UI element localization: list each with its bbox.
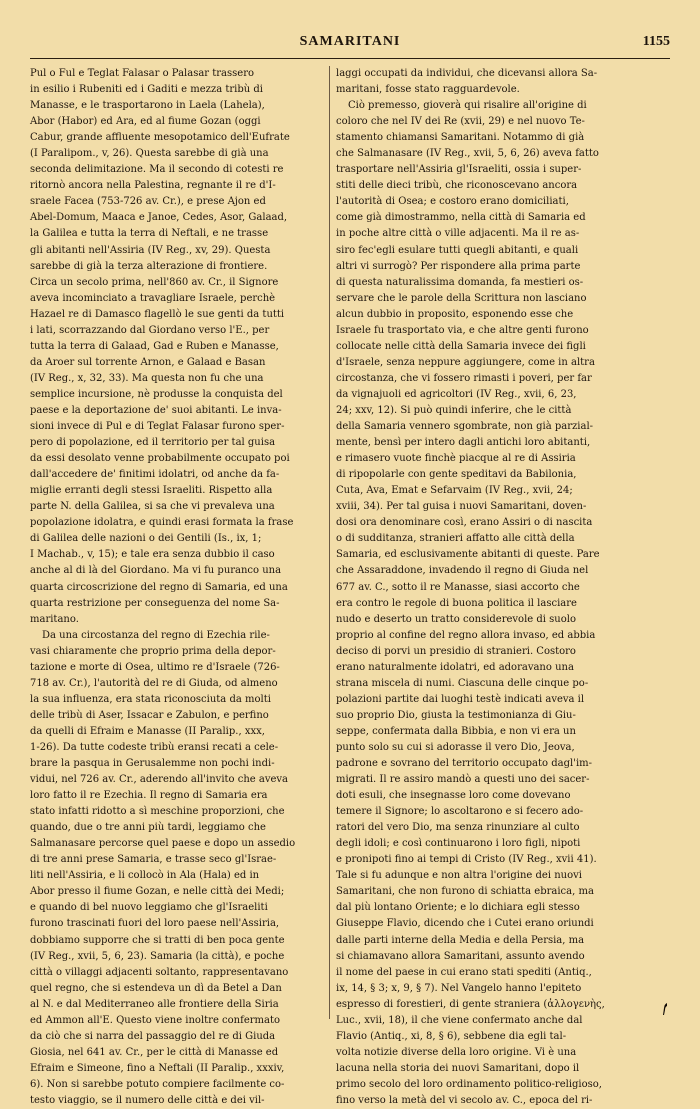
text-line: liti nell'Assiria, e li collocò in Ala (Hala) ed in <box>30 870 260 882</box>
text-line: la sua influenza, era stata riconosciuta da molti <box>30 693 271 705</box>
text-line: quel regno, che si estendeva un dì da Betel a Dan <box>30 982 282 994</box>
text-line: delle tribù di Aser, Issacar e Zabulon, e perfino <box>30 709 269 721</box>
text-line: Pul o Ful e Teglat Falasar o Palasar trassero <box>30 68 254 79</box>
text-line: (IV Reg., x, 32, 33). Ma questa non fu che una <box>30 372 264 384</box>
text-line: deciso di porvi un presidio di stranieri. Costoro <box>336 645 576 657</box>
text-line: quarta circoscrizione del regno di Samaria, ed una <box>30 581 288 593</box>
text-line: dal più lontano Oriente; e lo dichiara egli stesso <box>336 902 580 914</box>
text-line: Israele fu trasportato via, e che altre genti furono <box>336 324 589 336</box>
text-line: città o villaggi adjacenti soltanto, rappresentavano <box>30 966 289 978</box>
text-line: di Galilea delle nazioni o dei Gentili (Is., ix, 1; <box>30 533 262 545</box>
text-line: seconda delimitazione. Ma il secondo di cotesti re <box>30 164 284 176</box>
header-rule <box>30 58 670 59</box>
text-line: parte N. della Galilea, si sa che vi prevaleva una <box>30 501 275 513</box>
text-line: mente, bensì per intero dagli antichi loro abitanti, <box>336 437 591 449</box>
text-line: i lati, scorrazzando dal Giordano verso l'E., per <box>30 324 270 336</box>
text-line: Hazael re di Damasco flagellò le sue genti da tutti <box>30 308 285 320</box>
text-line: o di sudditanza, stranieri affatto alle città della <box>336 533 575 545</box>
text-line: il nome del paese in cui erano stati spediti (Antiq., <box>336 966 592 978</box>
text-line: sraele Facea (753-726 av. Cr.), e prese Ajon ed <box>30 196 266 208</box>
text-line: da vignajuoli ed agricoltori (IV Reg., xvii, 6, 23, <box>336 388 577 400</box>
text-line: aveva incominciato a travagliare Israele, perchè <box>30 292 276 304</box>
text-line: anche al di là del Giordano. Ma vi fu puranco una <box>30 565 282 577</box>
text-line: di ripopolarle con gente speditavi da Babilonia, <box>336 469 577 481</box>
text-line: alcun dubbio in proposito, esponendo esse che <box>336 308 574 320</box>
text-line: e rimasero vuote finchè piacque al re di Assiria <box>336 453 576 465</box>
text-line: Cabur, grande affluente mesopotamico dell'Eufrate <box>30 132 290 144</box>
text-line: ritornò ancora nella Palestina, regnante il re d'I- <box>30 180 276 192</box>
text-line: Tale si fu adunque e non altra l'origine dei nuovi <box>336 870 582 882</box>
text-line: dalle parti interne della Media e della Persia, ma <box>336 934 585 946</box>
text-line: paese e la deportazione de' suoi abitanti. Le inva- <box>30 404 282 416</box>
text-line: Salmanasare percorse quel paese e dopo un assedio <box>30 838 296 850</box>
text-line: xviii, 34). Per tal guisa i nuovi Samaritani, doven- <box>336 501 587 513</box>
text-line: nudo e deserto un tratto considerevole di suolo <box>336 613 576 625</box>
text-line: tutta la terra di Galaad, Gad e Ruben e Manasse, <box>30 340 279 352</box>
text-line: tazione e morte di Osea, ultimo re d'Israele (726- <box>30 661 280 673</box>
text-line: degli idoli; e così continuarono i loro figli, nipoti <box>336 838 581 850</box>
text-line: vidui, nel 726 av. Cr., aderendo all'invito che aveva <box>30 774 289 786</box>
text-line: da quelli di Efraim e Manasse (II Paralip., xxx, <box>30 725 265 737</box>
text-line: trasportare nell'Assiria gl'Israeliti, ossia i super- <box>336 164 582 176</box>
text-line: dosi ora denominare così, erano Assiri o di nascita <box>336 517 593 529</box>
text-line: dobbiamo supporre che si tratti di ben poca gente <box>30 934 285 946</box>
text-line: Circa un secolo prima, nell'860 av. Cr., il Signore <box>30 276 279 288</box>
text-line: polazioni partite dai luoghi testè indicati aveva il <box>336 693 585 705</box>
text-line: lacuna nella storia dei nuovi Samaritani, dopo il <box>336 1062 580 1074</box>
text-line: da ciò che si narra del passaggio del re di Giuda <box>30 1030 276 1042</box>
text-line: furono trascinati fuori del loro paese nell'Assiria, <box>30 918 280 930</box>
text-line: Flavio (Antiq., xi, 8, § 6), sebbene dia egli tal- <box>336 1030 567 1042</box>
text-line: altri vi surrogò? Per rispondere alla prima parte <box>336 260 581 272</box>
text-line: espresso di forestieri, di gente straniera (ἀλλογενὴς, <box>336 998 605 1010</box>
text-line: di questa naturalissima domanda, fa mestieri os- <box>336 276 584 288</box>
text-line: semplice incursione, nè produsse la conquista del <box>30 388 283 400</box>
text-line: Giosia, nel 641 av. Cr., per le città di Manasse ed <box>30 1046 279 1058</box>
text-line: miglie erranti degli stessi Israeliti. Rispetto alla <box>30 485 273 497</box>
text-line: suo proprio Dio, giusta la testimonianza di Giu- <box>336 709 576 721</box>
text-line: 24; xxv, 12). Si può quindi inferire, che le città <box>336 404 572 416</box>
text-line: Abor (Habor) ed Ara, ed al fiume Gozan (oggi <box>30 116 261 128</box>
text-line: Efraim e Simeone, fino a Neftali (II Paralip., xxxiv, <box>30 1062 285 1074</box>
column-divider <box>329 66 330 1019</box>
text-line: Giuseppe Flavio, dicendo che i Cutei erano oriundi <box>336 918 594 930</box>
text-line: volta notizie diverse della loro origine. Vi è una <box>336 1046 577 1058</box>
text-line: fino verso la metà del vi secolo av. C., epoca del ri- <box>336 1095 593 1106</box>
text-line: da essi desolato venne probabilmente occupato poi <box>30 453 290 465</box>
text-line: Manasse, e le trasportarono in Laela (Lahela), <box>30 100 265 112</box>
page-number: 1155 <box>642 34 670 49</box>
text-line: gli abitanti nell'Assiria (IV Reg., xv, 29). Questa <box>30 244 271 256</box>
text-line: brare la pasqua in Gerusalemme non pochi indi- <box>30 758 275 770</box>
text-line: proprio al confine del regno allora invaso, ed abbia <box>336 629 596 641</box>
text-line: Abel-Domum, Maaca e Janoe, Cedes, Asor, Galaad, <box>30 212 288 224</box>
ink-mark <box>660 1002 668 1016</box>
text-line: (I Paralipom., v, 26). Questa sarebbe di già una <box>30 148 269 160</box>
text-line: circostanza, che vi fossero rimasti i poveri, per far <box>336 372 592 384</box>
text-line: doti esuli, che insegnasse loro come dovevano <box>336 790 571 802</box>
running-title: SAMARITANI <box>299 34 401 49</box>
text-line: sioni invece di Pul e di Teglat Falasar furono sper- <box>30 421 285 433</box>
text-line: Abor presso il fiume Gozan, e nelle città dei Medi; <box>30 886 285 898</box>
text-line: che Salmanasare (IV Reg., xvii, 5, 6, 26) aveva fatto <box>336 148 599 160</box>
text-line: erano naturalmente idolatri, ed adoravano una <box>336 661 574 673</box>
text-line: da Aroer sul torrente Arnon, e Galaad e Basan <box>30 356 266 368</box>
text-line: pero di popolazione, ed il territorio per tal guisa <box>30 437 276 449</box>
text-line: Luc., xvii, 18), il che viene confermato anche dal <box>336 1014 583 1026</box>
text-line: dall'accedere de' finitimi idolatri, od anche da fa- <box>30 469 280 481</box>
text-line: in esilio i Rubeniti ed i Gaditi e mezza tribù di <box>30 84 263 96</box>
text-line: (IV Reg., xvii, 5, 6, 23). Samaria (la città), e poche <box>30 950 285 962</box>
text-line: siro fec'egli esulare tutti quegli abitanti, e quali <box>336 244 579 256</box>
text-line: maritani, fosse stato ragguardevole. <box>336 84 520 96</box>
text-line: laggi occupati da individui, che dicevansi allora Sa- <box>336 68 598 79</box>
text-line: punto solo su cui si adorasse il vero Dio, Jeova, <box>336 741 575 753</box>
text-line: servare che le parole della Scrittura non lasciano <box>336 292 587 304</box>
text-line: I Machab., v, 15); e tale era senza dubbio il caso <box>30 549 275 561</box>
text-line: 1-26). Da tutte codeste tribù eransi recati a cele- <box>30 741 279 753</box>
text-line: era contro le regole di buona politica il lasciare <box>336 597 577 609</box>
text-line: Ciò premesso, gioverà qui risalire all'origine di <box>348 100 587 112</box>
text-line: maritano. <box>30 613 79 625</box>
text-line: Samaritani, che non furono di schiatta ebraica, ma <box>336 886 594 898</box>
text-line: sarebbe di già la terza alterazione di frontiere. <box>30 260 268 272</box>
text-line: ix, 14, § 3; x, 9, § 7). Nel Vangelo hanno l'epiteto <box>336 982 582 994</box>
text-line: l'autorità di Osea; e costoro erano domiciliati, <box>336 196 569 208</box>
text-line: e pronipoti fino ai tempi di Cristo (IV Reg., xvii 41). <box>336 854 597 866</box>
text-line: loro fatto il re Ezechia. Il regno di Samaria era <box>30 790 268 802</box>
text-line: di tre anni prese Samaria, e trasse seco gl'Israe- <box>30 854 277 866</box>
text-line: come già dimostrammo, nella città di Samaria ed <box>336 212 586 224</box>
text-line: Cuta, Ava, Emat e Sefarvaim (IV Reg., xvii, 24; <box>336 485 573 497</box>
text-line: che Assaraddone, invadendo il regno di Giuda nel <box>336 565 589 577</box>
text-line: della Samaria vennero sgombrate, non già parzial- <box>336 421 594 433</box>
text-line: padrone e sovrano del territorio occupato dagl'im- <box>336 758 593 770</box>
text-line: ratori del vero Dio, ma senza rinunziare al culto <box>336 822 580 834</box>
text-line: migrati. Il re assiro mandò a questi uno dei sacer- <box>336 774 590 786</box>
text-line: stamento chiamansi Samaritani. Notammo di già <box>336 132 585 144</box>
text-line: si chiamavano allora Samaritani, assunto avendo <box>336 950 585 962</box>
text-line: e quando di bel nuovo leggiamo che gl'Israeliti <box>30 902 268 914</box>
text-line: in poche altre città o ville adjacenti. Ma il re as- <box>336 228 580 240</box>
text-line: primo secolo del loro ordinamento politico-religioso, <box>336 1078 602 1090</box>
text-line: vasi chiaramente che proprio prima della depor- <box>30 645 276 657</box>
text-line: al N. e dal Mediterraneo alle frontiere della Siria <box>30 998 279 1010</box>
running-head <box>30 34 670 56</box>
text-line: strana miscela di numi. Ciascuna delle cinque po- <box>336 677 589 689</box>
text-line: Da una circostanza del regno di Ezechia rile- <box>42 629 270 641</box>
text-line: d'Israele, senza neppure aggiungere, come in altra <box>336 356 595 368</box>
text-line: Samaria, ed esclusivamente abitanti di queste. Pare <box>336 549 600 561</box>
text-line: ed Ammon all'E. Questo viene inoltre confermato <box>30 1014 280 1026</box>
text-line: quarta restrizione per conseguenza del nome Sa- <box>30 597 280 609</box>
text-line: popolazione idolatra, e quindi erasi formata la frase <box>30 517 294 529</box>
left-column <box>30 66 324 1106</box>
text-line: 677 av. C., sotto il re Manasse, siasi accorto che <box>336 581 580 593</box>
text-line: seppe, confermata dalla Bibbia, e non vi era un <box>336 725 576 737</box>
text-line: 718 av. Cr.), l'autorità del re di Giuda, od almeno <box>30 677 278 689</box>
text-line: 6). Non si sarebbe potuto compiere facilmente co- <box>30 1078 285 1090</box>
text-line: collocate nelle città della Samaria invece dei figli <box>336 340 586 352</box>
text-line: stato infatti ridotto a sì meschine proporzioni, che <box>30 806 285 818</box>
right-column <box>336 66 630 1106</box>
text-line: temere il Signore; lo ascoltarono e si fecero ado- <box>336 806 584 818</box>
text-line: testo viaggio, se il numero delle città e dei vil- <box>30 1095 265 1106</box>
text-line: quando, due o tre anni più tardi, leggiamo che <box>30 822 266 834</box>
text-line: la Galilea e tutta la terra di Neftali, e ne trasse <box>30 228 269 240</box>
text-line: coloro che nel IV dei Re (xvii, 29) e nel nuovo Te- <box>336 116 585 128</box>
text-line: stiti delle dieci tribù, che riconoscevano ancora <box>336 180 578 192</box>
